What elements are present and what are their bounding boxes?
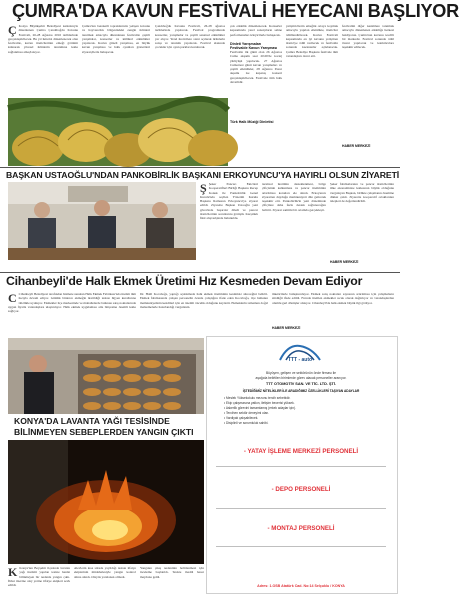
fire-photo	[8, 440, 204, 564]
ad-requirements	[224, 396, 392, 426]
position-yatay: - YATAY İŞLEME MERKEZİ PERSONELİ	[243, 448, 359, 455]
ziyaret-byline: HABER MERKEZİ	[330, 260, 359, 264]
melon-photo-art	[8, 98, 228, 166]
requirement-item: • Meslek Yüksekokulu mezunu tercih sebebidir.	[224, 396, 291, 400]
requirement-item: • Askerlik görevini tamamlamış (erkek adaylar için).	[224, 406, 296, 410]
kavun-col2: Çumra'nın bereketli topraklarında yetişen kavunu ve hayvancılık bölgesindeki zengin ürünleri tanıtmak amacıyla düzenlenen festivalde çeşitli yarışmalar, konserler ve kültürel etkinlikler yapılacak. Kavun güzeli yarışması, en büyük kavun yarışması ve halk oyunları gösterileri ziyaretçilerle buluşacak.	[82, 24, 150, 54]
kavun-byline: HABER MERKEZİ	[342, 144, 371, 148]
ziyaret-photo-art	[8, 182, 196, 260]
ad-company: TTT OTOMOTİV SAN. VE TİC. LTD. ŞTİ.	[266, 382, 336, 386]
kavun-col6: yetiştiricilerin emeğini ortaya koymak amacıyla yapılan etkinlikte, üreticiler ödüllendirilecek. Kavun Festivali kapsamında en iyi kavunu yetiştiren üreticiye ödül verilecek ve festivalin sonunda kazananlar açıklanacak. Çumra Belediye Başkanı festivale tüm vatandaşları davet etti.	[286, 24, 338, 59]
kavun-col7-text: festivalini diğer kesimlere tanıtmak amacıyla düzenlenen etkinliğe herkesi bekliyoruz. Çumra'nın kavunu tescilli bir markadır. Festival sonunda ödül töreni yapılacak ve katılımcılara teşekkür edilecek.	[342, 24, 394, 50]
bread-photo	[8, 338, 204, 414]
ad-divider-2	[216, 508, 386, 509]
kavun-col5-text: Festivalin ilk günü olan 26 Ağustos Cuma akşamı saat 20.00'de kortej yürüyüşü yapılacak. 27 Ağustos Cumartesi günü kavun yarışmaları ve çeşitli etkinlikler, 28 Ağustos Pazar akşamı ise kapanış konseri gerçekleştirilecek. Festivale tüm halk davetlidir.	[230, 50, 282, 85]
ekmek-col3-block	[272, 292, 394, 336]
ttt-auto-logo	[272, 340, 328, 366]
ziyaret-col3-text: Şeker fabrikalarının ve pancar üreticilerinin ülke ekonomisine katkısının büyük olduğunu vurgulayan Başkan, birlikte çalışmanın önemine dikkat çekti. Ziyarette kooperatif ortaklarının talepleri de değerlendirildi.	[330, 182, 394, 204]
ad-intro-1: Büyüyen, gelişen ve sektörünün önde firması ile	[265, 371, 336, 375]
fire-photo-art	[8, 440, 204, 564]
ekmek-col1: C Cihanbeyli Belediyesi tarafından hizmete sunulan Halk Ekmek Fabrikası'nda üretim tüm hızıyla devam ediyor. Günlük binlerce ekmeğin üretildiği tesiste hijyen kurallarına titizlikle uyuluyor. Ekmekler ilçe merkezinde ve mahallelerde bulunan satış noktalarında uygun fiyatla vatandaşlara ulaştırılıyor. Halk ekmek uygulaması aile bütçesine önemli katkı sağlıyor.	[8, 291, 136, 314]
melon-photo	[8, 98, 228, 166]
ad-divider-3	[216, 546, 386, 547]
ziyaret-col1: Ş Şeker Pancarı Ekicileri Kooperatifleri Birliği Başkanı Recep Konuk ile Pankobirlik Genel Kurulu'nda seçilen Yönetim Kurulu Başkanı Ramazan Erkoyuncu'ya ziyaret edildi. Ziyarette Başkan Ustaoğlu yeni görevinde başarılar diledi ve pancar üreticilerinin sorunlarını görüştü. Karşılıklı fikir alışverişinde bulunuldu.	[200, 181, 258, 221]
requirement-item: • Tercihen sektör deneyimi olan.	[224, 411, 270, 415]
kavun-sub3: Dinleti Yarışmaları	[230, 42, 262, 46]
kavun-sub5: Türk Halk Müziği Dinletisi	[230, 120, 274, 124]
yangin-headline-2: BİLİNMEYEN SEBEPLERDEN YANGIN ÇIKTI	[14, 427, 194, 437]
yangin-col1: K Konya'nın Beyşehir ilçesinde lavanta yağı üretimi yapılan tesiste henüz bilinmeyen bir nedenle yangın çıktı. İhbar üzerine olay yerine itfaiye ekipleri sevk edildi.	[8, 565, 70, 588]
kavun-col7-block	[342, 24, 394, 164]
ekmek-headline: Cihanbeyli'de Halk Ekmek Üretimi Hız Kesmeden Devam Ediyor	[6, 274, 363, 288]
ziyaret-col2: tarımsal üretimin desteklenmesi, bölge çiftçisinin kalkınması ve pancar üretiminin artırılması konuları ele alındı. Erkoyuncu ziyaretten duyduğu memnuniyeti dile getirerek teşekkür etti. Pankobirlik'in yeni döneminde çiftçilere daha fazla destek sağlanacağını belirtti. Ziyaret samimi bir ortamda gerçekleşti.	[262, 182, 326, 212]
ekmek-byline: HABER MERKEZİ	[272, 326, 301, 330]
requirement-item: • Disiplinli ve sorumluluk sahibi.	[224, 421, 269, 425]
ad-req-title: İŞTEDİĞİMİZ NİTELİKLER İLE ARADIĞIMIZ ÖZELLİKLERİ TAŞIYAN ADAYLAR	[242, 389, 360, 393]
ziyaret-col3-block	[330, 182, 394, 268]
bread-photo-art	[8, 338, 204, 414]
ad-intro-2: aşağıda belirtilen birimlerde görev alacak personeller aranıyor.	[255, 376, 347, 380]
kavun-headline: ÇUMRA'DA KAVUN FESTİVALİ HEYECANI BAŞLIYOR	[12, 0, 459, 21]
yangin-col3: Yangının çıkış nedeninin belirlenmesi için inceleme başlatıldı. Tesiste maddi hasar meydana geldi.	[140, 566, 204, 579]
yangin-headline-1: KONYA'DA LAVANTA YAĞI TESİSİNDE	[14, 416, 170, 426]
kavun-col3: Çandıboğdu Kavunu Festivali, 26-28 ağustos tarihlerinde yapılacak. Festival programında konserler, yarışmalar ve çeşitli sanatsal etkinlikler yer alıyor. Yerel üreticilere stant açılarak ürünlerin satışı ve tanıtımı yapılacak. Festival alanında çocuklar için oyun parkları kurulacak.	[155, 24, 225, 50]
requirement-item: • Vardiyalı çalışabilecek.	[224, 416, 259, 420]
ekmek-col3-text: tüketicilerle buluşturuluyor. Ekmek satış noktaları sayısının artırılması için çalışmaların sürdüğü ifade edildi. Fırında üretilen ekmekler sıcak olarak dağıtılıyor ve vatandaşlardan olumlu geri dönüşler alınıyor. Cihanbeyli'de halk ekmek büyük ilgi görüyor.	[272, 292, 394, 305]
position-depo: - DEPO PERSONELİ	[271, 486, 331, 493]
ad-divider-1	[216, 466, 386, 467]
requirement-item: • Ekip çalışmasına yatkın, iletişim becerisi yüksek.	[224, 401, 295, 405]
ekmek-col2: Dr. Halil Kocaboğa, yaptığı açıklamada halk ekmek üretiminin kesintisiz süreceğini belirtti. Ekmek fabrikasında çalışan personelin özenle çalıştığını ifade eden Kocaboğa, ilçe halkının memnuniyetinin kendileri için en önemli öncelik olduğunu kaydetti. Ekmeklerin tamamen doğal malzemelerle hazırlandığı vurgulandı.	[140, 292, 268, 309]
kavun-col4-text: çok etkinlik düzenlenecek. Konserler kapsamında yerel sanatçıların sahne performansları izleyicilerle buluşacak.	[230, 24, 282, 37]
ziyaret-headline: BAŞKAN USTAOĞLU'NDAN PANKOBİRLİK BAŞKANI ERKOYUNCU'YA HAYIRLI OLSUN ZİYARETİ	[6, 170, 400, 180]
kavun-sub1: Festivalde Kavun Yarışması	[230, 46, 278, 50]
ttt-logo-text: TTT - auto	[287, 357, 313, 363]
ziyaret-photo	[8, 182, 196, 260]
kavun-col1: Ç Konya Büyükşehir Belediyesi katkılarıyla düzenlenen Çumra Çandıboğdu Kavunu Festivali, 26-28 Ağustos 2016 tarihlerinde gerçekleştirilecek. Bu yıl ikincisi düzenlenecek olan festivalde, kavun üreticilerinin emeği görünür kılınarak yöresel ürünlerin tanıtımına katkı sağlanması amaçlanıyor.	[8, 23, 78, 54]
position-montaj: - MONTAJ PERSONELİ	[267, 525, 335, 532]
yangin-col2: Alevlerin kısa sürede yayıldığı tesiste itfaiye ekiplerinin müdahalesiyle yangın kontrol altına alındı. Olayda yaralanan olmadı.	[74, 566, 136, 579]
ad-footer-address: Adres: 1.OSB Atatürk Cad. No:14 Selçuklu / KONYA	[257, 584, 345, 588]
kavun-col4-block	[230, 24, 282, 164]
